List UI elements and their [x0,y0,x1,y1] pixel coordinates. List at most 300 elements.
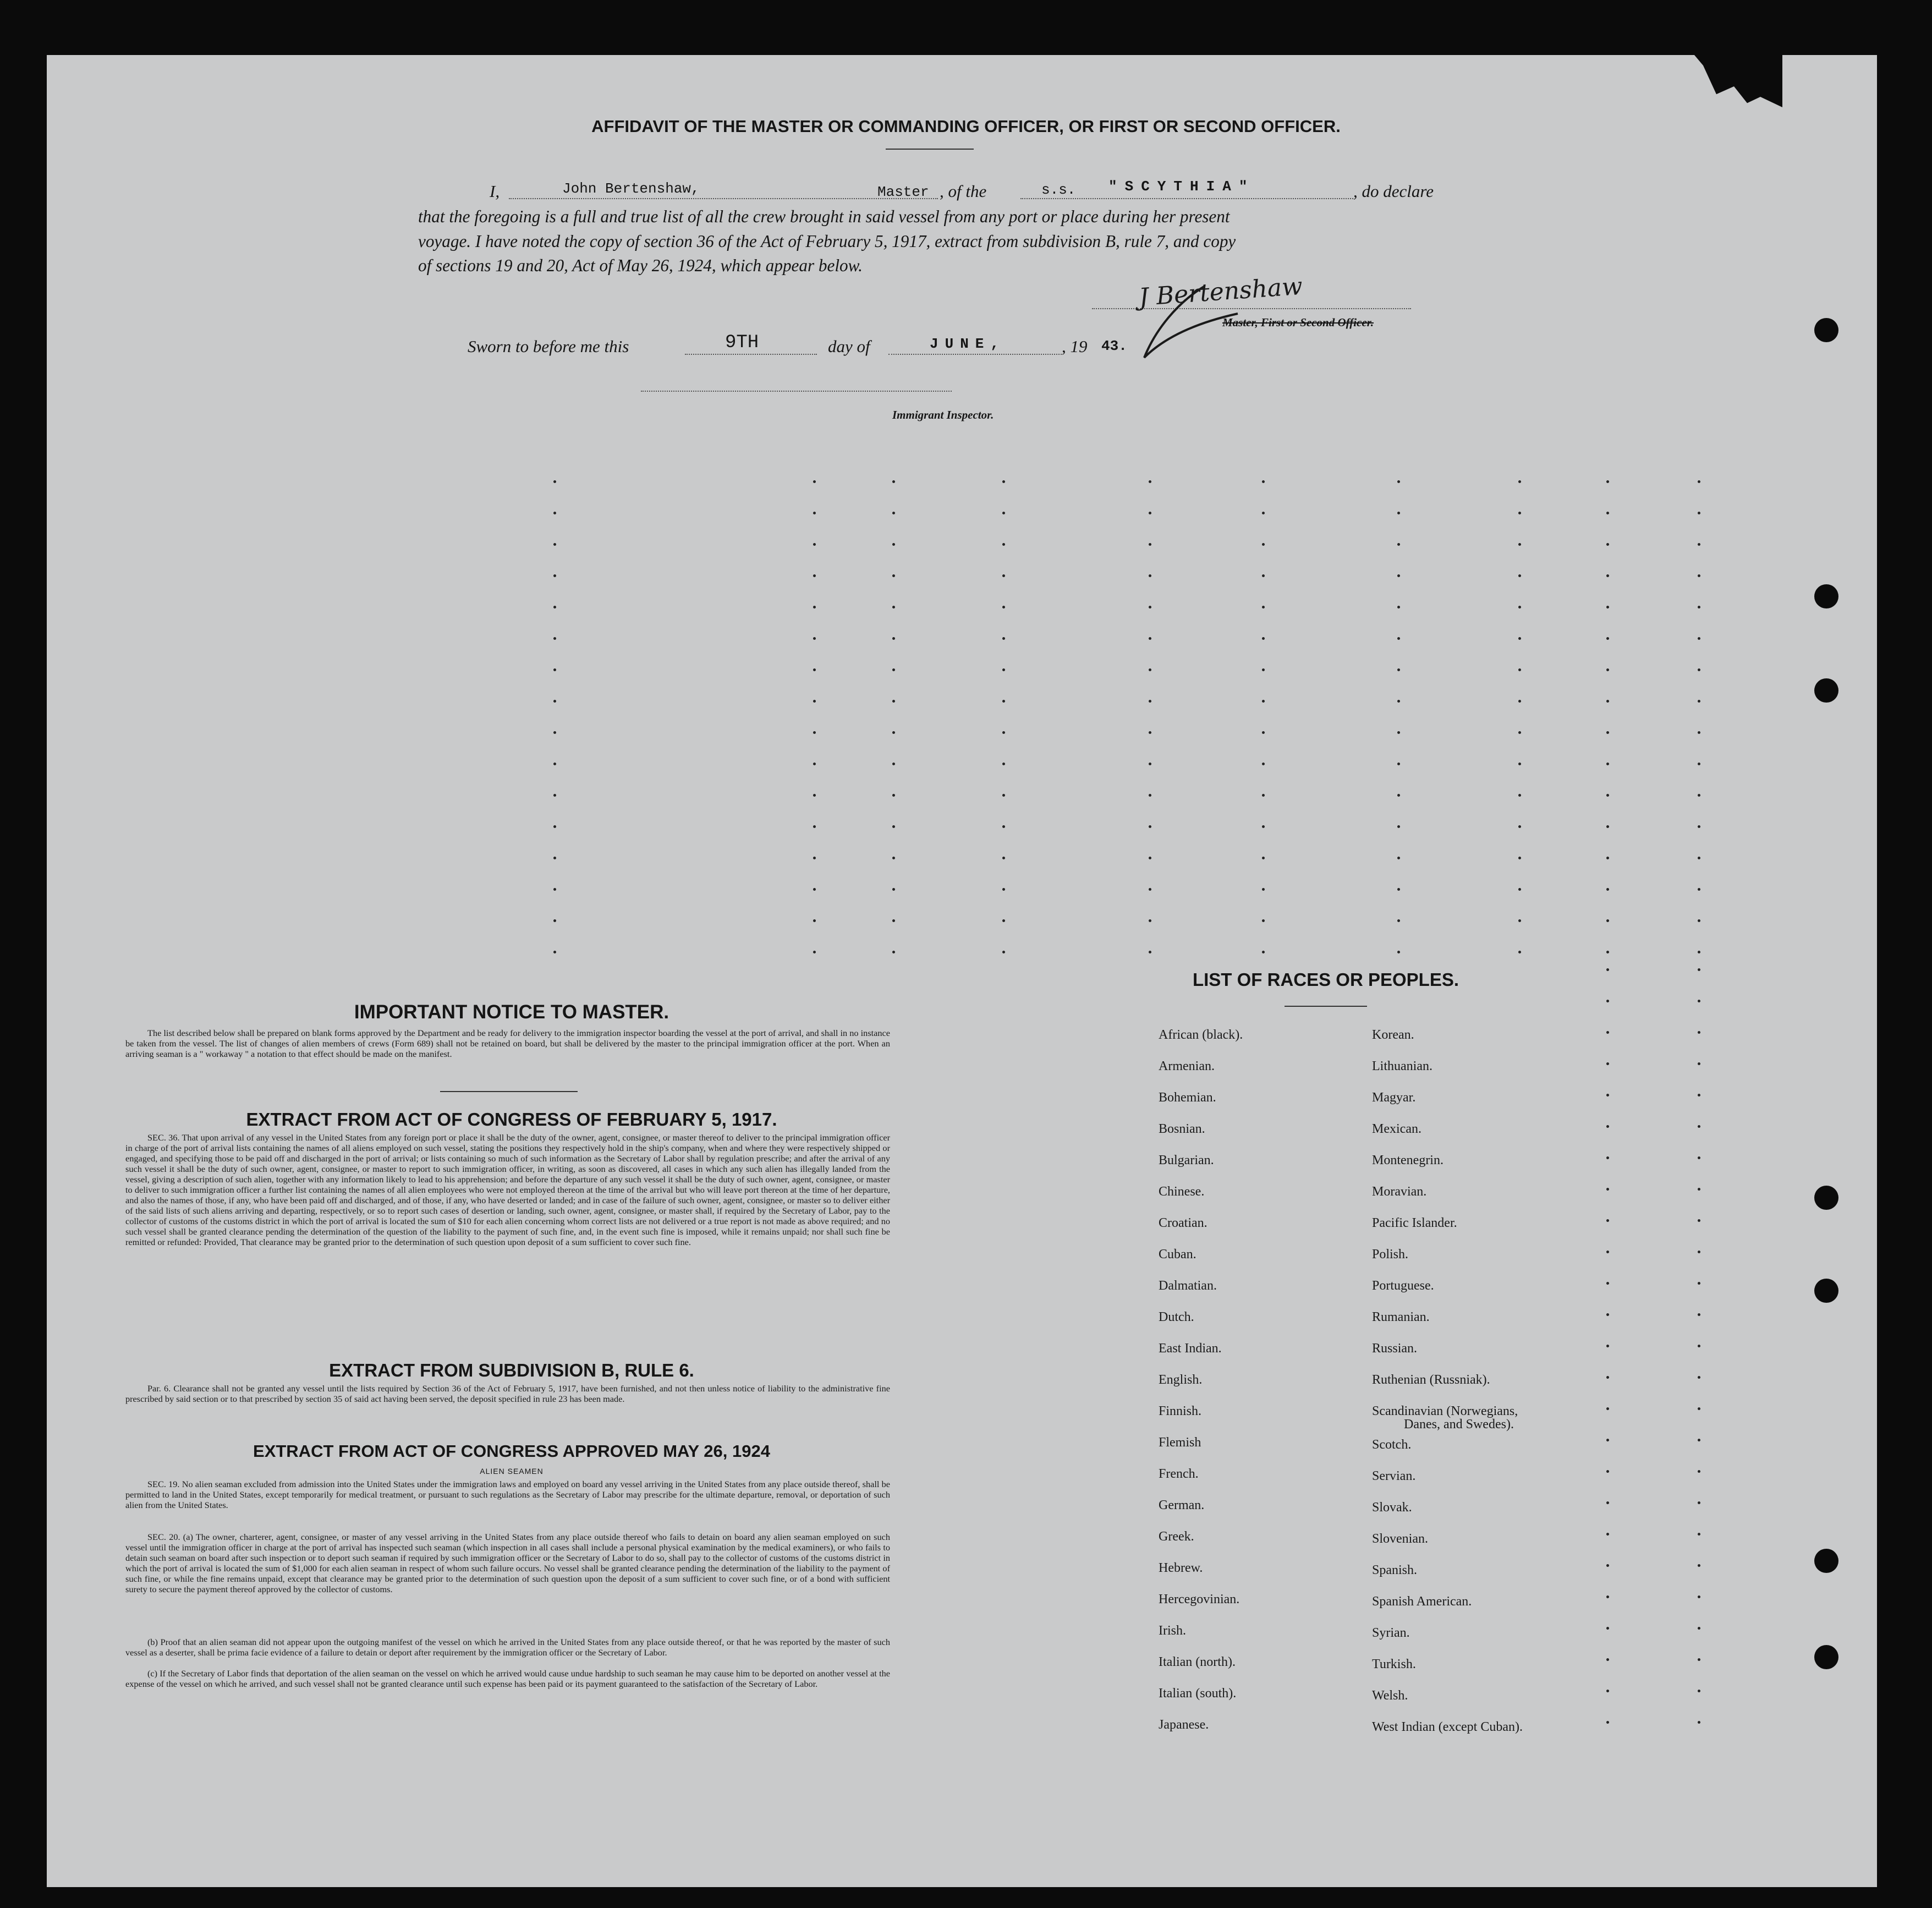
ruling-dot [553,637,556,640]
ruling-dot [1262,919,1265,922]
day-value: 9TH [725,332,759,353]
race-item: Scandinavian (Norwegians, [1372,1404,1518,1418]
punch-hole [1814,584,1838,608]
ruling-dot [1149,731,1151,734]
ruling-dot [892,512,895,514]
ruling-dot [1698,1000,1700,1002]
ruling-dot [1518,825,1521,828]
ruling-dot [813,606,816,608]
ruling-dot [813,637,816,640]
ruling-dot [1002,668,1005,671]
race-item: Turkish. [1372,1657,1416,1671]
ruling-dot [1002,888,1005,891]
ruling-dot [1698,668,1700,671]
races-title: LIST OF RACES OR PEOPLES. [1192,969,1459,990]
ruling-dot [1606,1313,1609,1316]
race-item: Welsh. [1372,1688,1408,1703]
ruling-dot [1397,606,1400,608]
races-rule [1285,1006,1367,1007]
ruling-dot [1002,763,1005,765]
ruling-dot [1262,512,1265,514]
ruling-dot [1149,543,1151,546]
ruling-dot [1698,1690,1700,1692]
punch-hole [1814,318,1838,342]
race-item: Irish. [1159,1624,1186,1638]
ruling-dot [1606,1251,1609,1253]
ruling-dot [1518,668,1521,671]
ruling-dot [1002,606,1005,608]
ruling-dot [1698,1156,1700,1159]
ruling-dot [553,951,556,953]
ruling-dot [892,700,895,703]
ruling-dot [1397,574,1400,577]
ruling-dot [1698,888,1700,891]
ruling-dot [1698,637,1700,640]
ruling-dot [813,543,816,546]
ruling-dot [1606,1345,1609,1347]
ruling-dot [1518,543,1521,546]
month-line [888,354,1062,355]
ruling-dot [1002,919,1005,922]
race-item: Finnish. [1159,1404,1202,1418]
sec20b-text: (b) Proof that an alien seaman did not appear upon the outgoing manifest of the vessel on which he arrived in the United States from any place outside thereof, or that he was reported by the master of such vessel as a deserter, shall be prima facie evidence of a failure to detain or deport after requirement by the immigration officer or the Secretary of Labor. [125,1637,890,1658]
ruling-dot [892,543,895,546]
ruling-dot [1518,637,1521,640]
race-item: Scotch. [1372,1438,1412,1452]
ruling-dot [813,480,816,483]
race-item: Slovak. [1372,1500,1412,1515]
ruling-dot [1698,919,1700,922]
ruling-dot [1606,1156,1609,1159]
inspector-label: Immigrant Inspector. [892,408,994,421]
i-label: I, [490,182,500,201]
ruling-dot [1397,731,1400,734]
ruling-dot [1698,1533,1700,1536]
ruling-dot [1606,1721,1609,1724]
ruling-dot [1149,951,1151,953]
ruling-dot [1397,543,1400,546]
ruling-dot [813,512,816,514]
ruling-dot [1397,919,1400,922]
ruling-dot [1518,763,1521,765]
race-item: French. [1159,1467,1199,1481]
sec20c-text: (c) If the Secretary of Labor finds that deportation of the alien seaman on the vessel on which he arrived would cause undue hardship to such seaman he may cause him to be deported on another vessel at the expense of the vessel on which he arrived, and such vessel shall not be granted clearance until such expense has been paid or its payment guaranteed to the satisfaction of the Secretary of Labor. [125,1668,890,1689]
race-item: Japanese. [1159,1718,1209,1732]
extract1924-subtitle: ALIEN SEAMEN [480,1467,544,1476]
race-item: Italian (south). [1159,1686,1237,1701]
ruling-dot [892,574,895,577]
ruling-dot [1606,825,1609,828]
ruling-dot [1518,606,1521,608]
race-item: Armenian. [1159,1059,1215,1073]
ss-prefix: s.s. [1041,182,1076,198]
ruling-dot [1262,825,1265,828]
ruling-dot [892,480,895,483]
ruling-dot [1149,700,1151,703]
ruling-dot [813,951,816,953]
ruling-dot [1698,825,1700,828]
ruling-dot [553,857,556,859]
ruling-dot [1698,700,1700,703]
race-item: Bohemian. [1159,1090,1216,1105]
ruling-dot [1698,574,1700,577]
ruling-dot [1606,1219,1609,1222]
signer-title: Master, First or Second Officer. [1222,316,1374,329]
ruling-dot [1698,951,1700,953]
declare-label: , do declare [1353,182,1434,201]
ruling-dot [1698,1125,1700,1128]
sec19-text: SEC. 19. No alien seaman excluded from admission into the United States under the immigration laws and employed on board any vessel arriving in the United States from any place outside thereof, shall be permitted to land in the United States, except temporarily for medical treatment, or pursuant to such regulations as the Secretary of Labor may prescribe for the ultimate departure, removal, or deportation of such alien from the United States. [125,1479,890,1510]
ruling-dot [892,951,895,953]
ruling-dot [1606,1596,1609,1598]
ruling-dot [1698,1188,1700,1191]
ruling-dot [1698,1313,1700,1316]
extract1917-text: SEC. 36. That upon arrival of any vessel in the United States from any foreign port or place it shall be the duty of the owner, agent, consignee, or master thereof to deliver to the principal immigration officer in charge of the port of arrival lists containing the names of all aliens employed on such vessel, stating the positions they respectively hold in the ship's company, when and where they were respectively shipped or engaged, and specifying those to be paid off and discharged in the port of arrival; or lists containing so much of such information as the Secretary of Labor shall by regulation prescribe; and after the arrival of any such vessel it shall be the duty of such owner, agent, consignee, or master to report to such immigration officer, in writing, as soon as discovered, all cases in which any such alien has illegally landed from the vessel, giving a description of such alien, together with any information likely to lead to his apprehension; and before the departure of any such vessel it shall be the duty of such owner, agent, consignee, or master to deliver to such immigration officer a further list containing the names of all alien employees who were not employed thereon at the time of the arrival but who will leave port thereon at the time of her departure, and also the names of those, if any, who have been paid off and discharged, and of those, if any, who have deserted or landed; and in case of the failure of such owner, agent, consignee, or master so to deliver either of the said lists of such aliens arriving and departing, respectively, or so to report such cases of desertion or landing, such owner, agent, consignee, or master shall, if required by the Secretary of Labor, pay to the collector of customs of the customs district in which the port of arrival is located the sum of $10 for each alien concerning whom correct lists are not delivered or a true report is not made as above required; and no such vessel shall be granted clearance pending the determination of the question of the liability to the payment of such fine, and, in the event such fine is imposed, while it remains unpaid; nor shall such fine be remitted or refunded: Provided, That clearance may be granted prior to the determination of such question upon deposit of a sum sufficient to cover such fine. [125,1132,890,1247]
ruling-dot [1698,1031,1700,1034]
ruling-dot [1149,763,1151,765]
ruling-dot [1002,637,1005,640]
ruling-dot [813,857,816,859]
ruling-dot [1698,512,1700,514]
ruling-dot [1698,1721,1700,1724]
ruling-dot [1262,763,1265,765]
day-of-label: day of [828,337,870,356]
ruling-dot [553,668,556,671]
ruling-dot [1606,1533,1609,1536]
ruling-dot [1262,668,1265,671]
ruling-dot [1698,606,1700,608]
extract1924-title: EXTRACT FROM ACT OF CONGRESS APPROVED MAY 26, 1924 [253,1441,770,1461]
punch-hole [1814,1549,1838,1573]
ruling-dot [1698,480,1700,483]
ruling-dot [892,888,895,891]
year-value: 43. [1101,338,1127,354]
ruling-dot [1606,763,1609,765]
ruling-dot [1606,512,1609,514]
ruling-dot [1002,951,1005,953]
rule6-text: Par. 6. Clearance shall not be granted any vessel until the lists required by Section 36 of the Act of February 5, 1917, have been furnished, and not then unless notice of liability to the administrative fine prescribed by said section or to that prescribed by section 35 of said act having been served, the deposit specified in rule 23 has been made. [125,1383,890,1404]
ruling-dot [1698,857,1700,859]
ruling-dot [1606,1690,1609,1692]
ruling-dot [553,700,556,703]
ruling-dot [1606,919,1609,922]
ruling-dot [813,794,816,797]
race-item: Magyar. [1372,1090,1416,1105]
ruling-dot [1518,480,1521,483]
ruling-dot [813,888,816,891]
sworn-label: Sworn to before me this [468,337,629,356]
ruling-dot [1002,857,1005,859]
race-item: Rumanian. [1372,1310,1430,1324]
ruling-dot [1002,825,1005,828]
punch-hole [1814,678,1838,703]
race-item: Slovenian. [1372,1532,1428,1546]
ruling-dot [1606,1470,1609,1473]
ruling-dot [892,857,895,859]
race-item: Spanish American. [1372,1594,1472,1609]
name-line [509,198,938,199]
ruling-dot [1262,731,1265,734]
race-item: English. [1159,1373,1203,1387]
race-item: Montenegrin. [1372,1153,1443,1167]
ruling-dot [1262,606,1265,608]
ruling-dot [1518,794,1521,797]
ruling-dot [1002,731,1005,734]
ruling-dot [1397,951,1400,953]
inspector-line [641,391,952,392]
ruling-dot [553,606,556,608]
ruling-dot [1518,888,1521,891]
affidavit-line1: that the foregoing is a full and true list of all the crew brought in said vessel from any port or place during her present [418,207,1230,226]
ruling-dot [1698,1062,1700,1065]
ruling-dot [1262,700,1265,703]
day-line [685,354,817,355]
ruling-dot [1149,919,1151,922]
ruling-dot [553,888,556,891]
ruling-dot [813,731,816,734]
race-item: Portuguese. [1372,1279,1434,1293]
ruling-dot [553,480,556,483]
ruling-dot [1262,637,1265,640]
race-item: Polish. [1372,1247,1409,1262]
ruling-dot [1698,1094,1700,1096]
ruling-dot [1002,543,1005,546]
race-item: German. [1159,1498,1205,1512]
ruling-dot [1397,512,1400,514]
ruling-dot [1606,606,1609,608]
race-item: West Indian (except Cuban). [1372,1720,1523,1734]
ruling-dot [1606,1564,1609,1567]
race-item-continued: Danes, and Swedes). [1404,1417,1514,1432]
ruling-dot [1518,919,1521,922]
ruling-dot [1698,1407,1700,1410]
ruling-dot [1698,794,1700,797]
race-item: Moravian. [1372,1185,1427,1199]
ruling-dot [1606,1188,1609,1191]
ruling-dot [553,919,556,922]
ruling-dot [1262,543,1265,546]
race-item: Ruthenian (Russniak). [1372,1373,1490,1387]
ruling-dot [1262,574,1265,577]
ruling-dot [1149,857,1151,859]
ruling-dot [1606,1439,1609,1441]
race-item: Syrian. [1372,1626,1410,1640]
ruling-dot [1698,1501,1700,1504]
ruling-dot [813,763,816,765]
ruling-dot [1518,512,1521,514]
ruling-dot [1397,668,1400,671]
race-item: Italian (north). [1159,1655,1236,1669]
notice-rule [440,1091,578,1092]
ruling-dot [1698,1345,1700,1347]
of-the-label: , of the [940,182,987,201]
signature: J Bertenshaw [1138,272,1304,312]
ruling-dot [1397,888,1400,891]
ruling-dot [553,763,556,765]
ruling-dot [1397,763,1400,765]
ruling-dot [1149,574,1151,577]
ruling-dot [1518,700,1521,703]
ruling-dot [1397,700,1400,703]
rule6-title: EXTRACT FROM SUBDIVISION B, RULE 6. [329,1360,694,1380]
race-item: Flemish [1159,1435,1201,1450]
affidavit-line2: voyage. I have noted the copy of section 36 of the Act of February 5, 1917, extract from subdivision B, rule 7, and copy [418,232,1236,251]
ruling-dot [1606,857,1609,859]
ruling-dot [1262,951,1265,953]
race-item: Chinese. [1159,1185,1205,1199]
ruling-dot [1397,480,1400,483]
sec20a-text: SEC. 20. (a) The owner, charterer, agent, consignee, or master of any vessel arriving in the United States from any place outside thereof who fails to detain on board any alien seaman employed on such vessel until the immigration officer in charge at the port of arrival has inspected such seaman (which inspection in all cases shall include a personal physical examination by the medical examiners), or who fails to detain such seaman on board after such inspection or to deport such seaman if required by such immigration officer or the Secretary of Labor to do so, shall pay to the collector of customs of the customs district in which the port of arrival is located the sum of $1,000 for each alien seaman in respect of whom such failure occurs. No vessel shall be granted clearance pending the determination of the liability to the payment of such fine, or while the fine remains unpaid, except that clearance may be granted prior to the determination of such question upon the deposit of a sum sufficient to cover such fine, or of a bond with sufficient surety to secure the payment thereof approved by the collector of customs. [125,1532,890,1594]
ruling-dot [1698,1564,1700,1567]
ruling-dot [1698,1596,1700,1598]
ruling-dot [1518,731,1521,734]
race-item: Pacific Islander. [1372,1216,1457,1230]
vessel-line [1020,198,1353,199]
ruling-dot [1606,1627,1609,1630]
ruling-dot [1606,1376,1609,1379]
ruling-dot [892,637,895,640]
ruling-dot [1698,1376,1700,1379]
ruling-dot [813,700,816,703]
document-page [47,55,1877,1887]
ruling-dot [1698,1658,1700,1661]
ruling-dot [1149,606,1151,608]
race-item: Spanish. [1372,1563,1418,1577]
ruling-dot [1149,794,1151,797]
ruling-dot [1606,968,1609,971]
ruling-dot [553,731,556,734]
ruling-dot [1002,700,1005,703]
ruling-dot [1149,480,1151,483]
ruling-dot [1397,825,1400,828]
ruling-dot [892,731,895,734]
ruling-dot [813,825,816,828]
ruling-dot [1149,888,1151,891]
ruling-dot [1606,1094,1609,1096]
ruling-dot [553,512,556,514]
race-item: Bulgarian. [1159,1153,1214,1167]
race-item: Greek. [1159,1529,1194,1544]
ruling-dot [813,574,816,577]
ruling-dot [1698,731,1700,734]
month-value: JUNE, [930,336,1006,352]
ruling-dot [1606,1125,1609,1128]
ruling-dot [1149,668,1151,671]
affidavit-line3: of sections 19 and 20, Act of May 26, 1924, which appear below. [418,256,863,275]
ruling-dot [553,574,556,577]
race-item: Bosnian. [1159,1122,1205,1136]
race-item: East Indian. [1159,1341,1222,1356]
ruling-dot [1606,1062,1609,1065]
race-item: Dutch. [1159,1310,1194,1324]
ruling-dot [1698,1627,1700,1630]
race-item: Korean. [1372,1028,1414,1042]
ruling-dot [1002,480,1005,483]
ruling-dot [813,668,816,671]
affidavit-title: AFFIDAVIT OF THE MASTER OR COMMANDING OFFICER, OR FIRST OR SECOND OFFICER. [591,117,1341,136]
race-item: Croatian. [1159,1216,1208,1230]
ruling-dot [1698,1219,1700,1222]
ruling-dot [1397,637,1400,640]
race-item: African (black). [1159,1028,1243,1042]
ruling-dot [1606,1282,1609,1285]
ruling-dot [1698,1439,1700,1441]
ruling-dot [1606,1658,1609,1661]
ruling-dot [1149,825,1151,828]
ruling-dot [553,825,556,828]
ruling-dot [1606,543,1609,546]
ruling-dot [1606,700,1609,703]
ruling-dot [892,668,895,671]
ruling-dot [1698,1251,1700,1253]
ruling-dot [892,794,895,797]
ruling-dot [892,825,895,828]
ruling-dot [892,919,895,922]
ruling-dot [1606,888,1609,891]
ruling-dot [1002,512,1005,514]
year-prefix: , 19 [1062,337,1088,356]
notice-text: The list described below shall be prepared on blank forms approved by the Department and be ready for delivery to the immigration inspector boarding the vessel at the port of arrival, and shall in no instance be taken from the vessel. The list of changes of alien members of crews (Form 689) shall not be retained on board, but shall be delivered by the master to the principal immigration officer at the port. When an arriving seaman is a " workaway " a notation to that effect should be made on the manifest. [125,1028,890,1059]
punch-hole [1814,1279,1838,1303]
ruling-dot [1262,857,1265,859]
race-item: Servian. [1372,1469,1416,1483]
ruling-dot [1698,543,1700,546]
ruling-dot [1518,574,1521,577]
ruling-dot [1606,1501,1609,1504]
ruling-dot [892,763,895,765]
ruling-dot [1262,888,1265,891]
ruling-dot [1606,637,1609,640]
ruling-dot [1606,794,1609,797]
ruling-dot [1606,480,1609,483]
ruling-dot [1606,951,1609,953]
ruling-dot [1002,574,1005,577]
ruling-dot [553,543,556,546]
ruling-dot [1698,968,1700,971]
ruling-dot [1606,668,1609,671]
ruling-dot [892,606,895,608]
race-item: Cuban. [1159,1247,1196,1262]
ruling-dot [1262,480,1265,483]
ruling-dot [1606,1407,1609,1410]
master-name: John Bertenshaw, [562,180,700,197]
ruling-dot [1698,763,1700,765]
race-item: Lithuanian. [1372,1059,1432,1073]
ruling-dot [1606,731,1609,734]
ruling-dot [1606,1031,1609,1034]
ruling-dot [1606,1000,1609,1002]
ruling-dot [1518,857,1521,859]
ruling-dot [813,919,816,922]
ruling-dot [1262,794,1265,797]
ruling-dot [1397,857,1400,859]
extract1917-title: EXTRACT FROM ACT OF CONGRESS OF FEBRUARY 5, 1917. [246,1109,777,1130]
ruling-dot [1002,794,1005,797]
title-rule [886,149,974,150]
race-item: Russian. [1372,1341,1418,1356]
ruling-dot [553,794,556,797]
race-item: Hebrew. [1159,1561,1203,1575]
ruling-dot [1397,794,1400,797]
ruling-dot [1149,637,1151,640]
ruling-dot [1149,512,1151,514]
punch-hole [1814,1186,1838,1210]
rank-value: Master [877,184,929,200]
vessel-name: "SCYTHIA" [1108,178,1255,195]
ruling-dot [1698,1282,1700,1285]
notice-title: IMPORTANT NOTICE TO MASTER. [354,1001,669,1023]
race-item: Mexican. [1372,1122,1421,1136]
